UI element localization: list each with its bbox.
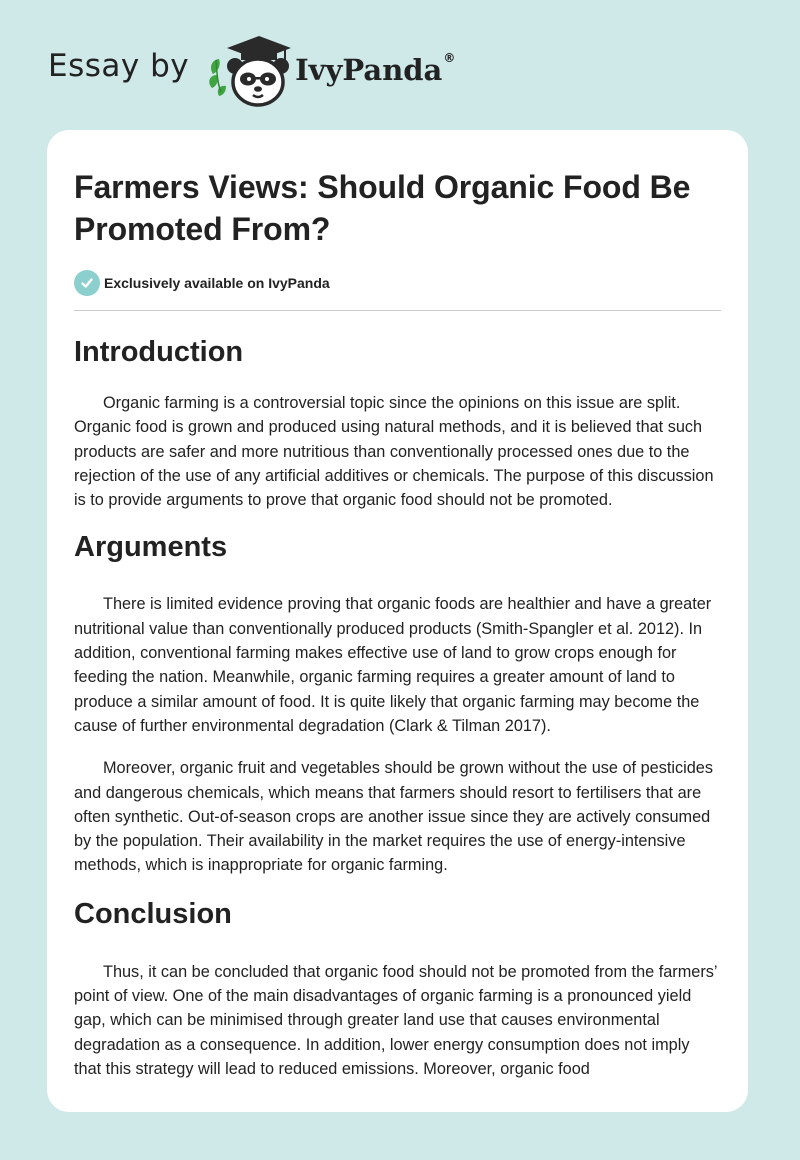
exclusive-label: Exclusively available on IvyPanda [104,275,330,291]
paragraph: Thus, it can be concluded that organic food should not be promoted from the farmers’ point of view. One of the main disadvantages of organic farming is a pronounced yield gap, which can be minimised through greater land use that causes environmental degradation as a consequence. In addition, lower energy consumption does not imply that this strategy will lead to reduced emissions. Moreover, organic food [74,962,717,1078]
ivy-leaf-icon [209,59,226,96]
title-divider [74,310,721,311]
section-heading: Introduction [74,336,244,368]
brand-name[interactable]: IvyPanda® [295,51,456,87]
site-header [48,30,455,110]
exclusive-badge [74,270,721,296]
paragraph: Moreover, organic fruit and vegetables should be grown without the use of pesticides and dangerous chemicals, which means that farmers should resort to fertilisers that are often synthetic. Out-of-season crops are another issue since they are actively consumed by the population. Their availability in the market requires the use of energy-intensive methods, which is inappropriate for organic farming. [74,759,714,875]
registered-mark: ® [443,51,456,65]
section-arguments [74,528,721,877]
essay-by-label: Essay by [48,48,190,84]
section-introduction [74,333,721,512]
section-heading: Arguments [74,531,228,564]
paragraph: There is limited evidence proving that organic foods are healthier and have a greater nutritional value than conventionally produced products (Smith-Spangler et al. 2012). In addition, conventional farming makes effective use of land to grow crops enough for feeding the nation. Meanwhile, organic farming requires a greater amount of land to produce a similar amount of food. It is quite likely that organic farming may become the cause of further environmental degradation (Clark & Tilman 2017). [74,595,712,735]
essay-title: Farmers Views: Should Organic Food Be Promoted From? [74,169,691,247]
section-heading: Conclusion [74,897,232,930]
section-conclusion [74,895,721,1081]
panda-graduation-cap-logo-icon[interactable] [207,30,291,110]
essay-card [47,130,748,1112]
paragraph: Organic farming is a controversial topic since the opinions on this issue are split. Organic food is grown and produced using natural methods, and it is believed that such products are safer and more nutritious than conventionally processed ones due to the rejection of the use of any artificial additives or chemicals. The purpose of this discussion is to provide arguments to prove that organic food should not be promoted. [74,394,714,510]
check-icon [74,270,100,296]
